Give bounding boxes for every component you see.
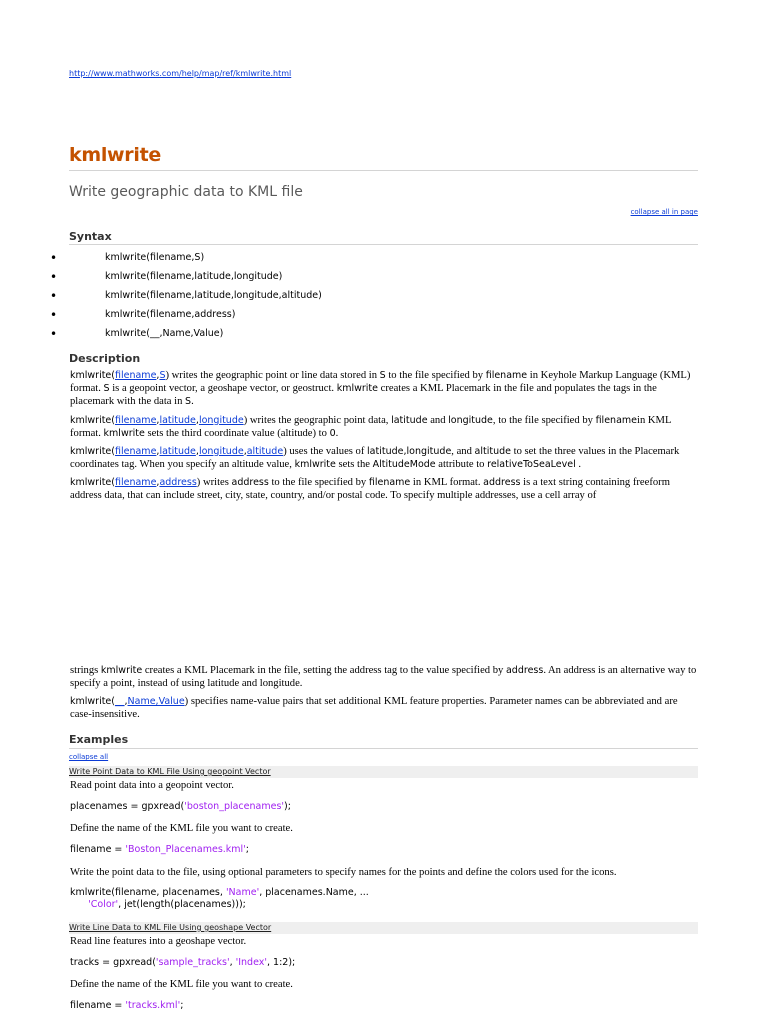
example-sentence: Define the name of the KML file you want to create.	[70, 979, 293, 990]
inline-code: kmlwrite	[294, 459, 336, 470]
text: sets the third coordinate value (altitude) to	[144, 428, 330, 439]
inline-code: 0	[329, 428, 336, 439]
bullet-icon: •	[50, 251, 58, 265]
function-call: kmlwrite(	[70, 415, 115, 426]
example-sentence: Define the name of the KML file you want to create.	[70, 823, 293, 834]
example-header[interactable]	[69, 766, 698, 778]
title-divider	[69, 170, 698, 171]
text: is a geopoint vector, a geoshape vector, or geostruct.	[109, 383, 337, 394]
text: in Keyhole Markup Language (KML) format.	[70, 370, 691, 394]
inline-code: kmlwrite	[336, 383, 378, 394]
text: ) writes	[196, 477, 232, 488]
bullet-icon: •	[50, 308, 58, 322]
arg-link-filename[interactable]: filename	[115, 415, 157, 426]
example-sentence: Read point data into a geopoint vector.	[70, 780, 234, 791]
code-line: tracks = gpxread('sample_tracks', 'Index', 1:2);	[70, 957, 296, 968]
inline-code: kmlwrite	[103, 428, 145, 439]
description-paragraph	[70, 664, 700, 690]
inline-code: address	[231, 477, 269, 488]
text: creates a KML Placemark in the file, setting the address tag to the value specified by	[142, 665, 506, 676]
syntax-code: kmlwrite(filename,latitude,longitude,altitude)	[105, 290, 322, 301]
function-call: kmlwrite(	[70, 696, 115, 707]
text: .	[191, 396, 194, 407]
example-title[interactable]: Write Line Data to KML File Using geoshape Vector	[69, 923, 272, 932]
arg-link-longitude[interactable]: longitude	[198, 415, 244, 426]
inline-code: filename	[595, 415, 637, 426]
code-line: filename = 'tracks.kml';	[70, 1000, 184, 1011]
inline-code: latitude	[391, 415, 428, 426]
collapse-all-link[interactable]: collapse all	[69, 753, 109, 761]
example-sentence: Read line features into a geoshape vector.	[70, 936, 247, 947]
text: .	[575, 459, 582, 470]
function-call: kmlwrite(	[70, 446, 115, 457]
arg-link-s[interactable]: S	[159, 370, 166, 381]
function-call: kmlwrite(	[70, 477, 115, 488]
description-paragraph: kmlwrite(filename,address) writes address to the file specified by filename in KML format. address is a text string containing freeform address data, that can include street, city, state, country, and/or postal code. To specify multiple addresses, use a cell array of	[70, 477, 670, 501]
description-heading: Description	[69, 352, 141, 365]
text: sets the	[335, 459, 373, 470]
text: is a text string containing freeform address data, that can include street, city, state, country, and/or postal code. To specify multiple addresses, use a cell array of	[70, 477, 670, 501]
separator: ,	[156, 370, 160, 381]
example-title[interactable]: Write Point Data to KML File Using geopoint Vector	[69, 767, 271, 776]
inline-code: altitude	[474, 446, 511, 457]
text: . An address is an alternative way to specify a point, instead of using latitude and longitude.	[70, 665, 697, 689]
text: ) specifies name-value pairs that set additional KML feature properties. Parameter names can be abbreviated and are case-insensitive.	[70, 696, 678, 720]
arg-link-filename[interactable]: filename	[115, 370, 157, 381]
arg-link-latitude[interactable]: latitude	[159, 446, 196, 457]
arg-link-filename[interactable]: filename	[115, 477, 157, 488]
description-paragraph: kmlwrite(filename,latitude,longitude) writes the geographic point data, latitude and longitude, to the file specified by filenamein KML format. kmlwrite sets the third coordinate value (altitude) to 0.	[70, 415, 672, 439]
bullet-icon: •	[50, 327, 58, 341]
inline-code: address	[505, 665, 544, 676]
code-line: kmlwrite(filename, placenames, 'Name', placenames.Name, ...	[70, 887, 369, 898]
text: to the file specified by	[385, 370, 486, 381]
text: attribute to	[435, 459, 488, 470]
text: creates a KML Placemark in the file and populates the tags in the placemark with the data in	[70, 383, 657, 407]
examples-heading: Examples	[69, 733, 129, 746]
inline-code: S	[379, 370, 386, 381]
code-line: placenames = gpxread('boston_placenames');	[70, 801, 291, 812]
description-paragraph: kmlwrite(filename,latitude,longitude,altitude) uses the values of latitude,longitude, and altitude to set the three values in the Placemark coordinates tag. When you specify an altitude value, kmlwrite sets the AltitudeMode attribute to relativeToSeaLevel .	[70, 446, 680, 470]
examples-divider	[69, 748, 698, 749]
inline-code: latitude	[367, 446, 404, 457]
inline-code: S	[103, 383, 110, 394]
text: in KML format.	[410, 477, 484, 488]
collapse-all-in-page-link[interactable]: collapse all in page	[630, 208, 698, 216]
text: , and	[451, 446, 475, 457]
example-header[interactable]	[69, 922, 698, 934]
page-title: kmlwrite	[69, 144, 161, 166]
code-line: 'Color', jet(length(placenames)));	[88, 899, 246, 910]
text: .	[335, 428, 339, 439]
code-line: filename = 'Boston_Placenames.kml';	[70, 844, 249, 855]
arg-link-longitude[interactable]: longitude	[198, 446, 244, 457]
inline-code: longitude	[448, 415, 493, 426]
syntax-code: kmlwrite(__,Name,Value)	[105, 328, 224, 339]
page-subtitle: Write geographic data to KML file	[69, 184, 303, 200]
bullet-icon: •	[50, 270, 58, 284]
syntax-code: kmlwrite(filename,address)	[105, 309, 236, 320]
function-call: kmlwrite(	[70, 370, 115, 381]
syntax-code: kmlwrite(filename,latitude,longitude)	[105, 271, 283, 282]
arg-link-name-value[interactable]: Name,Value	[127, 696, 185, 707]
text: in KML format.	[70, 415, 672, 439]
arg-link-filename[interactable]: filename	[115, 446, 157, 457]
inline-code: AltitudeMode	[372, 459, 436, 470]
syntax-code: kmlwrite(filename,S)	[105, 252, 205, 263]
description-paragraph: kmlwrite(__,Name,Value) specifies name-value pairs that set additional KML feature properties. Parameter names can be abbreviated and are case-insensitive.	[70, 696, 678, 720]
inline-code: relativeToSeaLevel	[487, 459, 576, 470]
text: ) writes the geographic point data,	[243, 415, 392, 426]
inline-code: kmlwrite	[100, 665, 143, 676]
inline-code: filename	[485, 370, 528, 381]
text: to set the three values in the Placemark coordinates tag. When you specify an altitude value,	[70, 446, 680, 470]
source-url-link[interactable]: http://www.mathworks.com/help/map/ref/kmlwrite.html	[69, 69, 292, 78]
bullet-icon: •	[50, 289, 58, 303]
text: strings	[70, 665, 101, 676]
inline-code: address	[483, 477, 521, 488]
text: ) writes the geographic point or line data stored in	[165, 370, 380, 381]
text: , to the file specified by	[492, 415, 596, 426]
arg-link-altitude[interactable]: altitude	[246, 446, 284, 457]
text: to the file specified by	[268, 477, 369, 488]
arg-link-address[interactable]: address	[159, 477, 197, 488]
syntax-heading: Syntax	[69, 230, 112, 243]
arg-link-latitude[interactable]: latitude	[159, 415, 196, 426]
text: ) uses the values of	[283, 446, 368, 457]
description-paragraph	[70, 369, 700, 408]
syntax-divider	[69, 244, 698, 245]
inline-code: filename	[368, 477, 411, 488]
example-sentence: Write the point data to the file, using optional parameters to specify names for the points and define the colors used for the icons.	[70, 867, 617, 878]
text: and	[427, 415, 449, 426]
inline-code: longitude	[406, 446, 452, 457]
arg-link-ellipsis[interactable]: __	[115, 696, 125, 707]
inline-code: S	[185, 396, 192, 407]
